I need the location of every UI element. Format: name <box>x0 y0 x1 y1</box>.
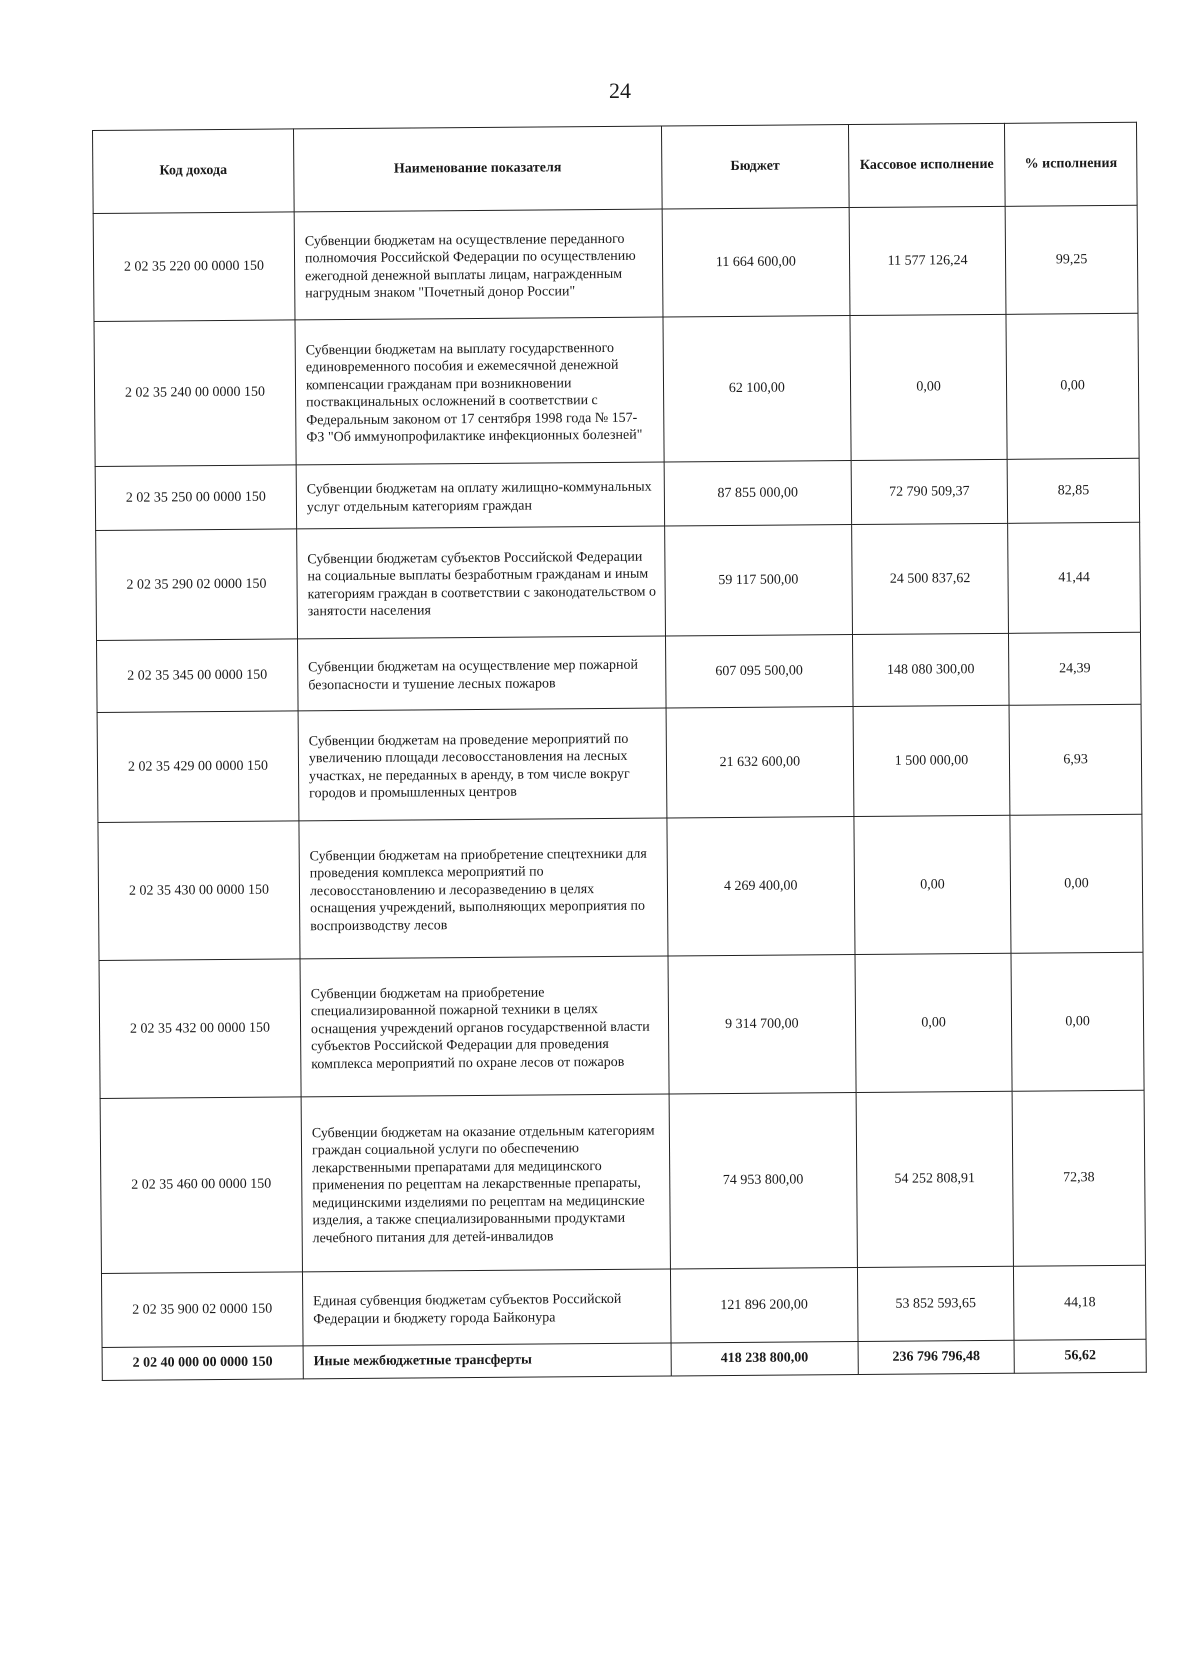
percent-value: 0,00 <box>1011 952 1144 1091</box>
total-income-code: 2 02 40 000 00 0000 150 <box>102 1346 303 1381</box>
cash-execution-value: 0,00 <box>850 314 1007 460</box>
percent-value: 72,38 <box>1012 1090 1145 1266</box>
income-code: 2 02 35 430 00 0000 150 <box>98 821 300 961</box>
budget-value: 9 314 700,00 <box>668 955 856 1094</box>
cash-execution-value: 1 500 000,00 <box>853 705 1010 816</box>
budget-value: 59 117 500,00 <box>664 525 852 636</box>
budget-value: 74 953 800,00 <box>669 1093 857 1269</box>
table-row <box>100 1090 1145 1273</box>
income-code: 2 02 35 460 00 0000 150 <box>100 1097 302 1274</box>
percent-value: 0,00 <box>1010 814 1143 953</box>
income-code: 2 02 35 240 00 0000 150 <box>94 320 296 467</box>
percent-value: 41,44 <box>1008 522 1141 633</box>
table-row <box>93 205 1138 321</box>
indicator-name: Субвенции бюджетам на осуществление переданного полномочия Российской Федерации по осуществлению ежегодной денежной выплаты лицам, награжденным нагрудным знаком "Почетный донор России" <box>294 209 663 320</box>
income-code: 2 02 35 250 00 0000 150 <box>95 465 296 531</box>
header-percent-execution: % исполнения <box>1005 122 1138 206</box>
header-budget: Бюджет <box>661 125 849 209</box>
budget-value: 87 855 000,00 <box>664 461 852 526</box>
table-row <box>96 522 1141 640</box>
income-code: 2 02 35 900 02 0000 150 <box>101 1272 302 1348</box>
total-percent-value: 56,62 <box>1014 1339 1146 1373</box>
income-code: 2 02 35 429 00 0000 150 <box>97 711 299 823</box>
income-table <box>92 122 1147 1381</box>
table-row <box>101 1265 1146 1347</box>
indicator-name: Субвенции бюджетам на выплату государственного единовременного пособия и ежемесячной денежной компенсации гражданам при возникновении поствакцинальных осложнений в соответствии с Федеральным законом от 17 сентября 1998 года № 157-ФЗ "Об иммунопрофилактике инфекционных болезней" <box>295 317 664 465</box>
total-budget-value: 418 238 800,00 <box>671 1342 858 1376</box>
indicator-name: Единая субвенция бюджетам субъектов Российской Федерации и бюджету города Байконура <box>302 1269 670 1346</box>
table-row <box>94 313 1139 466</box>
income-code: 2 02 35 432 00 0000 150 <box>99 959 301 1099</box>
cash-execution-value: 72 790 509,37 <box>851 459 1008 524</box>
percent-value: 24,39 <box>1009 632 1141 705</box>
income-code: 2 02 35 290 02 0000 150 <box>96 529 298 641</box>
header-code: Код дохода <box>93 129 295 214</box>
indicator-name: Субвенции бюджетам на оказание отдельным категориям граждан социальной услуги по обеспечению лекарственными препаратами для медицинского применения по рецептам на лекарственные препараты, медицинскими изделиями по рецептам на медицинские изделия, а также специализированными продуктами лечебного питания для детей-инвалидов <box>301 1094 670 1272</box>
total-cash-execution-value: 236 796 796,48 <box>858 1340 1015 1374</box>
page-number: 24 <box>609 78 631 103</box>
header-name: Наименование показателя <box>293 126 661 212</box>
budget-value: 11 664 600,00 <box>662 208 850 317</box>
table-row <box>97 632 1142 712</box>
percent-value: 0,00 <box>1006 313 1139 459</box>
cash-execution-value: 24 500 837,62 <box>851 523 1008 634</box>
total-indicator-name: Иные межбюджетные трансферты <box>303 1343 671 1379</box>
percent-value: 99,25 <box>1005 205 1138 314</box>
budget-value: 607 095 500,00 <box>665 635 853 708</box>
indicator-name: Субвенции бюджетам на оплату жилищно-коммунальных услуг отдельным категориям граждан <box>296 462 664 529</box>
cash-execution-value: 148 080 300,00 <box>852 633 1009 706</box>
cash-execution-value: 54 252 808,91 <box>856 1091 1014 1267</box>
indicator-name: Субвенции бюджетам субъектов Российской Федерации на социальные выплаты безработным гражданам и иным категориям граждан в соответствии с законодательством о занятости населения <box>297 526 666 639</box>
income-code: 2 02 35 220 00 0000 150 <box>93 212 295 322</box>
table-row <box>98 814 1143 960</box>
cash-execution-value: 11 577 126,24 <box>849 206 1006 315</box>
percent-value: 82,85 <box>1007 458 1139 523</box>
indicator-name: Субвенции бюджетам на осуществление мер пожарной безопасности и тушение лесных пожаров <box>297 636 665 711</box>
cash-execution-value: 0,00 <box>855 953 1012 1092</box>
cash-execution-value: 53 852 593,65 <box>857 1266 1014 1341</box>
table-header-row <box>93 122 1138 213</box>
budget-value: 4 269 400,00 <box>667 817 855 956</box>
table-row <box>99 952 1144 1098</box>
table-total-row <box>102 1339 1146 1380</box>
percent-value: 6,93 <box>1009 704 1142 815</box>
indicator-name: Субвенции бюджетам на приобретение спецтехники для проведения комплекса мероприятий по лесовосстановлению и лесоразведению в целях оснащения учреждений, выполняющих мероприятия по воспроизводству лесов <box>299 818 668 959</box>
budget-value: 121 896 200,00 <box>670 1268 858 1343</box>
table-row <box>95 458 1139 530</box>
indicator-name: Субвенции бюджетам на проведение мероприятий по увеличению площади лесовосстановления на лесных участках, не переданных в аренду, в том числе вокруг городов и промышленных центров <box>298 708 667 821</box>
cash-execution-value: 0,00 <box>854 815 1011 954</box>
percent-value: 44,18 <box>1014 1265 1146 1340</box>
income-code: 2 02 35 345 00 0000 150 <box>97 639 298 713</box>
header-cash-execution: Кассовое исполнение <box>848 123 1005 207</box>
budget-value: 62 100,00 <box>663 316 851 462</box>
indicator-name: Субвенции бюджетам на приобретение специализированной пожарной техники в целях оснащения учреждений органов государственной власти субъектов Российской Федерации для проведения комплекса мероприятий по охране лесов от пожаров <box>300 956 669 1097</box>
budget-value: 21 632 600,00 <box>666 707 854 818</box>
table-row <box>97 704 1142 822</box>
